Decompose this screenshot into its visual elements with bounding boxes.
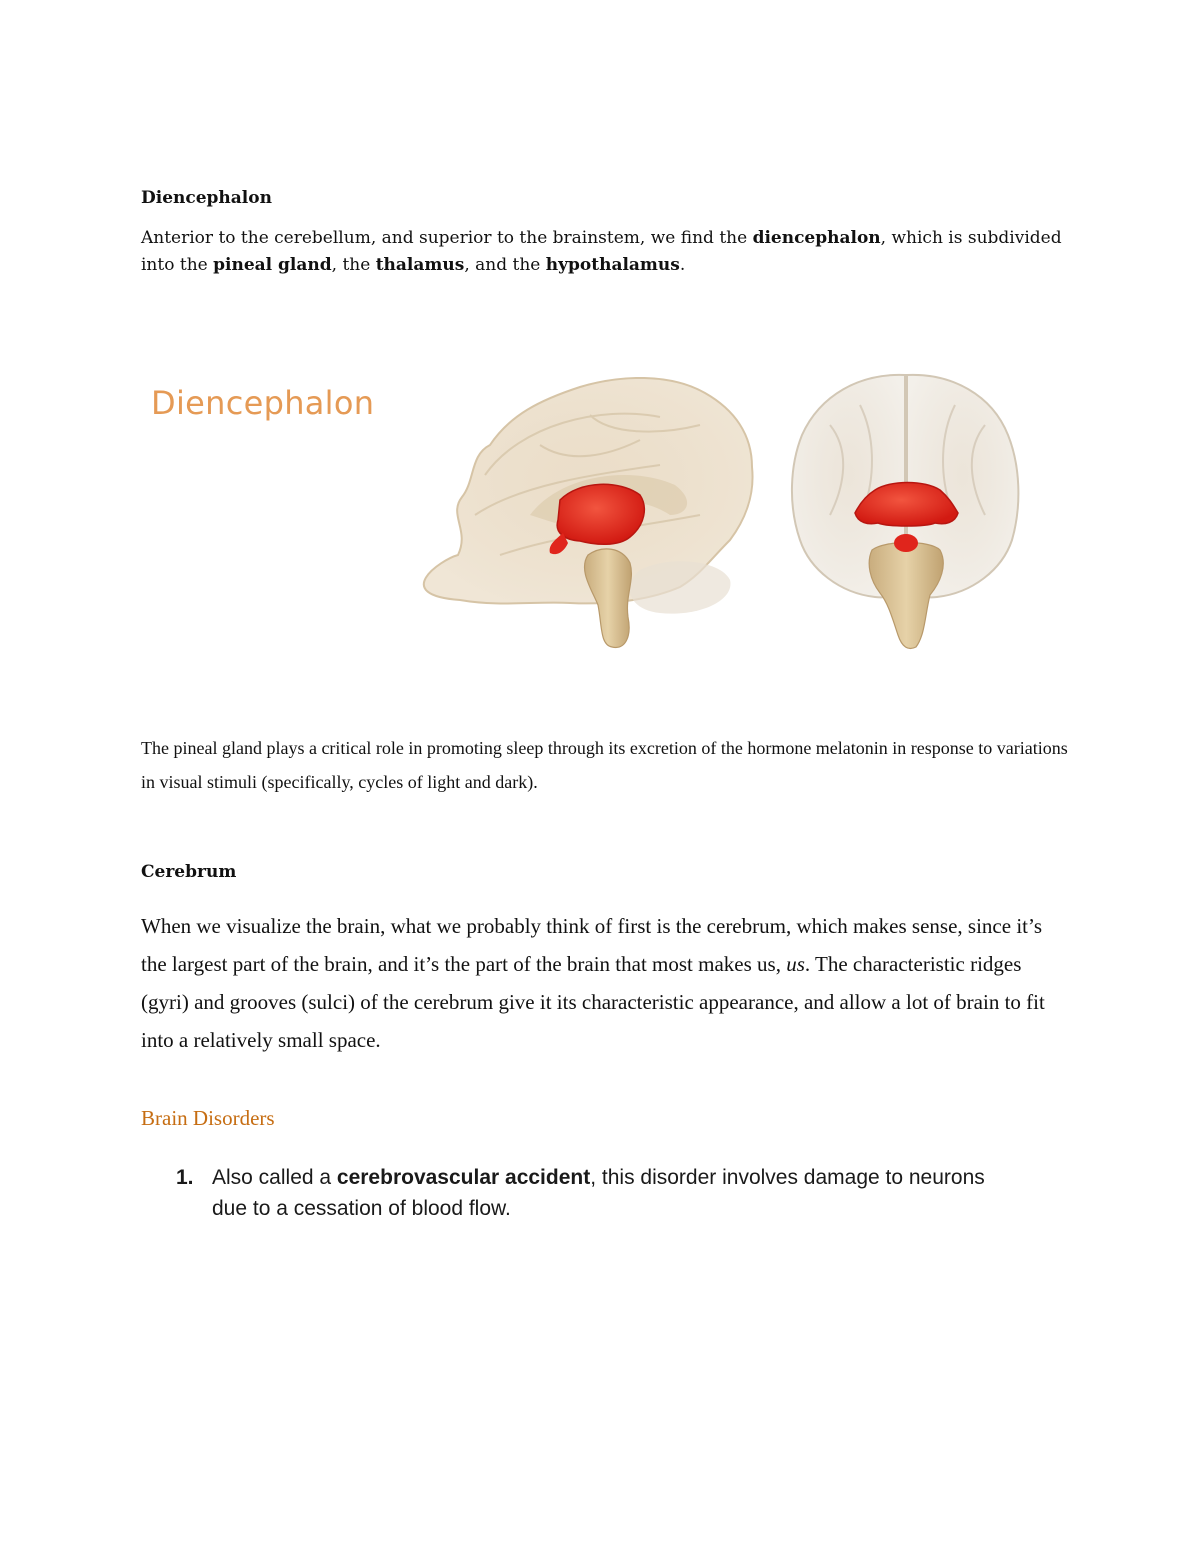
intro-text-1: Anterior to the cerebellum, and superior to the brainstem, we find the — [141, 228, 753, 248]
list-item-text — [212, 1162, 1012, 1224]
list-item-text-2: , this disorder involves damage to neurons due to a cessation of blood flow. — [212, 1166, 985, 1220]
figure-title: Diencephalon — [151, 384, 375, 422]
diencephalon-heading: Diencephalon — [141, 188, 272, 208]
cerebellum — [630, 561, 731, 613]
cerebrum-paragraph — [141, 907, 1061, 1059]
cerebrum-text-1: When we visualize the brain, what we probably think of first is the cerebrum, which makes sense, since it’s the largest part of the brain, and it’s the part of the brain that most makes us, — [141, 914, 1042, 976]
term-diencephalon: diencephalon — [752, 228, 881, 248]
sagittal-brain-illustration — [424, 378, 753, 647]
cerebrum-heading: Cerebrum — [141, 862, 237, 882]
coronal-brain-illustration — [792, 375, 1018, 649]
pineal-gland-paragraph: The pineal gland plays a critical role in promoting sleep through its excretion of the hormone melatonin in response to variations in visual stimuli (specifically, cycles of light and dark). — [141, 738, 1068, 792]
term-pineal-gland: pineal gland — [213, 255, 332, 275]
hypothalamus-coronal-highlight — [894, 534, 918, 552]
intro-text-2: , which is subdivided into the — [141, 228, 1062, 275]
diencephalon-sagittal-highlight — [557, 484, 644, 544]
term-thalamus: thalamus — [375, 255, 465, 275]
cerebrum-italic-us: us — [786, 952, 805, 976]
diencephalon-intro-paragraph — [141, 225, 1071, 279]
intro-text-4: , and the — [464, 255, 546, 275]
term-hypothalamus: hypothalamus — [545, 255, 680, 275]
term-cerebrovascular-accident: cerebrovascular accident — [336, 1166, 591, 1189]
list-item-text-1: Also called a — [212, 1166, 337, 1189]
intro-text-3: , the — [331, 255, 376, 275]
cerebrum-text-2: . The characteristic ridges (gyri) and grooves (sulci) of the cerebrum give it its characteristic appearance, and allow a lot of brain to fit into a relatively small space. — [141, 952, 1045, 1052]
brain-disorders-heading: Brain Disorders — [141, 1106, 275, 1130]
list-item-number: 1. — [176, 1166, 194, 1189]
intro-text-5: . — [679, 255, 686, 275]
